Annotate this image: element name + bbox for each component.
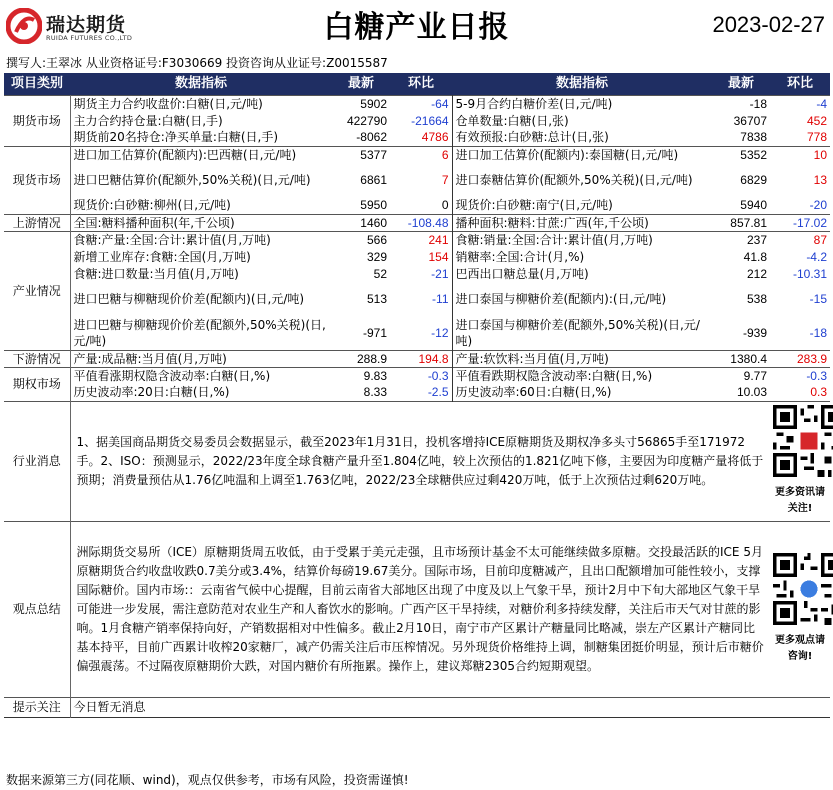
change-value-right: 283.9 [770,350,830,367]
indicator-name-left: 历史波动率:20日:白糖(日,%) [73,385,230,400]
table-row [4,350,830,367]
indicator-name-right: 巴西出口糖总量(月,万吨) [455,266,589,281]
indicator-name-left: 进口加工估算价(配额内):巴西糖(日,元/吨) [70,146,332,163]
indicator-name-left: 全国:糖料播种面积(年,千公顷) [70,214,332,231]
latest-value-right: 7838 [740,130,767,145]
change-value-left: 241 [390,231,452,248]
change-value-right: -18 [809,325,827,340]
latest-value-left: 422790 [346,113,387,128]
change-value-left: 7 [390,163,452,197]
latest-value-left: 6861 [360,173,387,187]
change-value-left: 6 [390,146,452,163]
latest-value-right: 538 [746,292,767,306]
indicator-name-right: 有效预报:白砂糖:总计(日,张) [455,130,609,145]
latest-value-left: -971 [362,325,387,340]
table-row [4,129,830,146]
qr-code-icon [773,553,833,625]
section-category: 提示关注 [4,697,70,717]
change-value-left: -11 [390,282,452,316]
table-row [4,112,830,129]
data-table [4,73,830,718]
notice-text: 今日暂无消息 [70,697,830,717]
table-row [4,282,830,316]
outlook-text: 洲际期货交易所（ICE）原糖期货周五收低，由于受累于美元走强，且市场预计基金不太可能继续做多原糖。交投最活跃的ICE 5月原糖期货合约收盘收跌0.7美分或3.4%，结算价每磅19.67美分。国际市场，目前印度糖减产，且出口配额增加可能性较小，支撑国际糖价。国内市场:：云南省气候中心提醒，目前云南省大部地区出现了中度及以上气象干旱，预计2月中下旬大部地区气象干旱可能进一步发展，需注意防范对农业生产和人畜饮水的影响。广西产区干旱持续，对糖价利多持续发酵，关注后市天气对甘蔗的影响。1月食糖产销率保持向好，产销数据相对中性偏多。截止2月10日，南宁市产区累计产糖量同比略减，崇左产区累计产糖同比基本持平，目前广西累计收榨20家糖厂，减产仍需关注后市压榨情况。另外现货价格维持上调，制糖集团挺价明显，预计后市糖价偏强震荡。不过隔夜原糖期价大跌，对国内糖价有所拖累。操作上，建议郑糖2305合约短期观望。 [70,521,770,697]
latest-value-left: 8.33 [363,385,387,400]
col-header-indicator-right: 数据指标 [452,73,712,95]
change-value-left: -108.48 [390,214,452,231]
table-row [4,265,830,282]
col-header-change-right: 环比 [770,73,830,95]
section-category: 期货市场 [4,95,70,146]
data-table-wrapper [4,73,830,718]
latest-value-left: 5377 [332,146,390,163]
indicator-name-left: 食糖:产量:全国:合计:累计值(月,万吨) [70,231,332,248]
indicator-name-right: 5-9月合约白糖价差(日,元/吨) [452,95,712,112]
indicator-name-right: 进口加工估算价(配额内):泰国糖(日,元/吨) [452,146,712,163]
indicator-name-left: 期货前20名持仓:净买单量:白糖(日,手) [73,130,279,145]
latest-value-left: 52 [373,266,387,281]
change-value-right: 13 [813,173,827,187]
notice-row [4,697,830,717]
table-row [4,214,830,231]
table-body [4,95,830,717]
indicator-name-right: 进口泰糖估算价(配额外,50%关税)(日,元/吨) [455,173,693,187]
latest-value-right: 41.8 [743,249,767,264]
indicator-name-right: 播种面积:糖料:甘蔗:广西(年,千公顷) [452,214,712,231]
industry-news-row [4,401,830,521]
change-value-left: -2.5 [390,384,452,401]
outlook-row [4,521,830,697]
col-header-indicator-left: 数据指标 [70,73,332,95]
change-value-right: 778 [806,130,827,145]
footer-disclaimer: 数据来源第三方(同花顺、wind)，观点仅供参考，市场有风险，投资需谨慎! [6,773,409,787]
indicator-name-right: 食糖:销量:全国:合计:累计值(月,万吨) [452,231,712,248]
table-row [4,197,830,214]
latest-value-left: 9.83 [332,367,390,384]
section-category: 观点总结 [4,521,70,697]
latest-value-right: 10.03 [736,385,767,400]
section-category: 上游情况 [4,214,70,231]
change-value-right: -0.3 [770,367,830,384]
qr-block-news [770,401,830,521]
indicator-name-left: 新增工业库存:食糖:全国(月,万吨) [73,249,251,264]
latest-value-right: 1380.4 [712,350,770,367]
indicator-name-right: 进口泰国与柳糖价差(配额外,50%关税)(日,元/吨) [455,317,700,348]
latest-value-left: 329 [366,249,387,264]
latest-value-left: 5950 [360,198,387,213]
section-category: 现货市场 [4,146,70,214]
indicator-name-left: 进口巴糖与柳糖现价价差(配额内)(日,元/吨) [73,292,305,306]
change-value-right: -10.31 [792,266,827,281]
col-header-latest-right: 最新 [712,73,770,95]
change-value-left: 4786 [390,129,452,146]
latest-value-right: 5940 [740,198,767,213]
col-header-change-left: 环比 [390,73,452,95]
section-category: 行业消息 [4,401,70,521]
report-date: 2023-02-27 [712,12,825,37]
latest-value-left: 1460 [332,214,390,231]
change-value-left: 194.8 [390,350,452,367]
author-line: 撰写人:王翠冰 从业资格证号:F3030669 投资咨询从业证号:Z0015587 [6,56,388,70]
change-value-right: 0.3 [810,385,827,400]
indicator-name-left: 平值看涨期权隐含波动率:白糖(日,%) [70,367,332,384]
indicator-name-right: 平值看跌期权隐含波动率:白糖(日,%) [452,367,712,384]
change-value-left: -21 [390,265,452,282]
latest-value-left: 288.9 [332,350,390,367]
table-row [4,248,830,265]
indicator-name-right: 现货价:白砂糖:南宁(日,元/吨) [455,198,613,213]
change-value-left: -12 [390,316,452,350]
table-row [4,95,830,112]
change-value-right: -4.2 [806,249,827,264]
section-category: 产业情况 [4,231,70,350]
report-header [0,0,833,52]
change-value-left: -21664 [390,112,452,129]
change-value-left: -64 [390,95,452,112]
change-value-right: 452 [806,113,827,128]
latest-value-left: -8062 [356,130,387,145]
change-value-left: -0.3 [390,367,452,384]
latest-value-right: 5352 [712,146,770,163]
section-category: 期权市场 [4,367,70,401]
qr-block-outlook [770,521,830,697]
change-value-right: -4 [770,95,830,112]
change-value-left: 0 [390,197,452,214]
indicator-name-left: 现货价:白砂糖:柳州(日,元/吨) [73,198,231,213]
table-row [4,231,830,248]
change-value-right: 10 [770,146,830,163]
change-value-right: -20 [809,198,827,213]
indicator-name-right: 仓单数量:白糖(日,张) [455,113,569,128]
indicator-name-left: 进口巴糖估算价(配额外,50%关税)(日,元/吨) [73,173,311,187]
indicator-name-right: 产量:软饮料:当月值(月,万吨) [452,350,712,367]
table-row [4,384,830,401]
change-value-right: 87 [770,231,830,248]
latest-value-right: -18 [712,95,770,112]
qr-caption-outlook: 更多观点请咨询! [775,635,825,662]
table-header-row [4,73,830,95]
qr-code-icon [773,405,833,477]
qr-caption-news: 更多资讯请关注! [775,487,825,514]
indicator-name-right: 进口泰国与柳糖价差(配额内):(日,元/吨) [455,292,667,306]
col-header-category: 项目类别 [4,73,70,95]
col-header-latest-left: 最新 [332,73,390,95]
latest-value-right: 36707 [733,113,767,128]
indicator-name-left: 期货主力合约收盘价:白糖(日,元/吨) [70,95,332,112]
logo-chinese-text: 瑞达期货 [46,14,127,36]
latest-value-left: 5902 [332,95,390,112]
indicator-name-left: 产量:成品糖:当月值(月,万吨) [70,350,332,367]
indicator-name-left: 食糖:进口数量:当月值(月,万吨) [73,266,239,281]
latest-value-left: 566 [332,231,390,248]
table-row [4,163,830,197]
latest-value-right: -939 [742,325,767,340]
indicator-name-right: 历史波动率:60日:白糖(日,%) [455,385,612,400]
latest-value-left: 513 [366,292,387,306]
table-row [4,316,830,350]
indicator-name-left: 主力合约持仓量:白糖(日,手) [73,113,223,128]
report-title: 白糖产业日报 [323,10,510,45]
latest-value-right: 212 [746,266,767,281]
latest-value-right: 237 [712,231,770,248]
change-value-right: -17.02 [770,214,830,231]
latest-value-right: 9.77 [712,367,770,384]
indicator-name-right: 销糖率:全国:合计(月,%) [455,249,585,264]
table-row [4,146,830,163]
table-row [4,367,830,384]
change-value-left: 154 [390,248,452,265]
change-value-right: -15 [809,292,827,306]
latest-value-right: 857.81 [712,214,770,231]
latest-value-right: 6829 [740,173,767,187]
section-category: 下游情况 [4,350,70,367]
industry-news-text: 1、据美国商品期货交易委员会数据显示，截至2023年1月31日，投机客增持ICE原糖期货及期权净多头寸56865手至171972手。2、ISO：预测显示，2022/23年度全球食糖产量升至1.804亿吨，较上次预估的1.821亿吨下修，主要因为印度糖产量将低于预期；消费量预估从1.76亿吨温和上调至1.763亿吨，2022/23全球糖供应过剩420万吨，低于上次预估过剩620万吨。 [70,401,770,521]
indicator-name-left: 进口巴糖与柳糖现价价差(配额外,50%关税)(日,元/吨) [73,317,326,348]
logo-english-text: RUIDA FUTURES CO.,LTD [46,34,133,42]
